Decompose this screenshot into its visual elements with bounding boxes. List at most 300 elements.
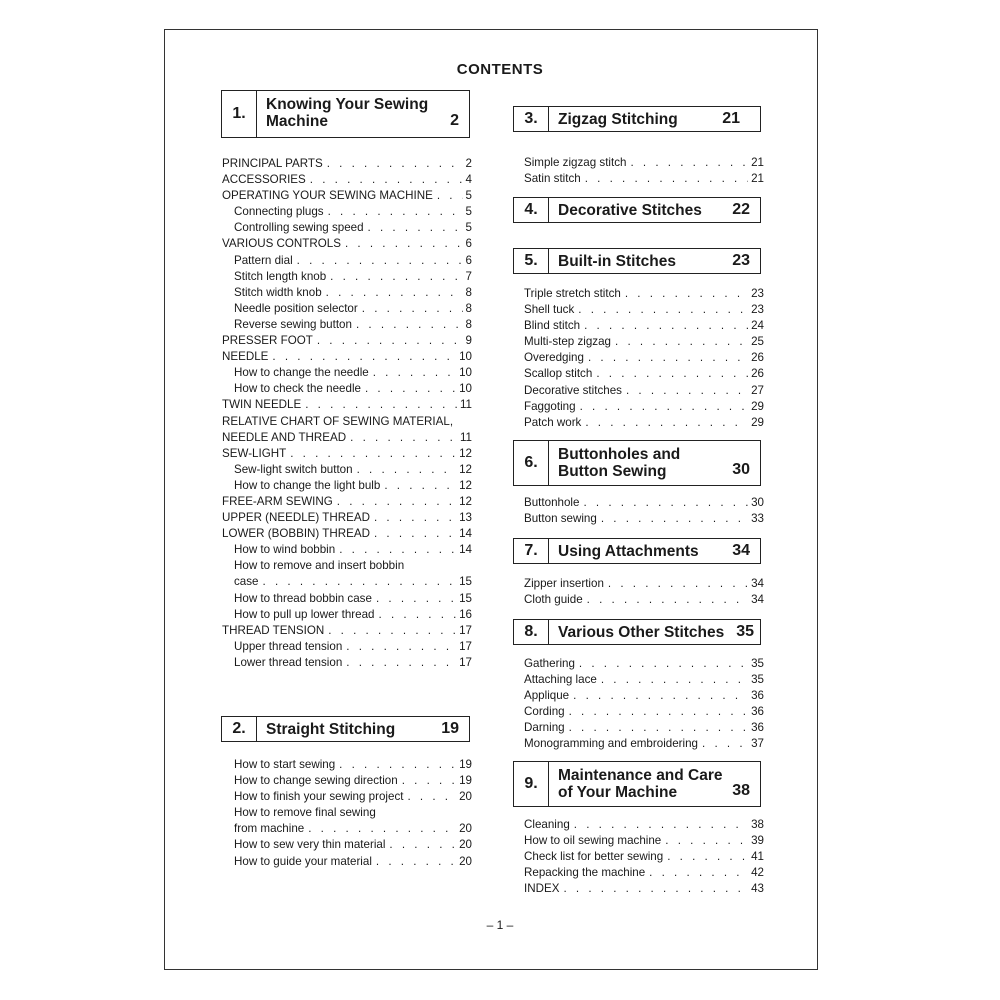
toc-entry-label: Patch work <box>524 415 582 429</box>
dot-leader <box>328 204 463 220</box>
toc-entry-page: 10 <box>459 382 472 396</box>
toc-entry[interactable] <box>234 837 472 853</box>
toc-entry-page: 20 <box>459 838 472 852</box>
dot-leader <box>588 350 748 366</box>
toc-entry-label: Stitch width knob <box>234 285 322 299</box>
toc-entry-label: Satin stitch <box>524 172 581 186</box>
toc-entry[interactable] <box>524 849 764 865</box>
dot-leader <box>305 397 457 413</box>
toc-entry-label: Sew-light switch button <box>234 462 353 476</box>
toc-entry-page: 36 <box>751 689 764 703</box>
section-8-entries <box>524 656 764 753</box>
toc-entry[interactable] <box>524 704 764 720</box>
section-page: 23 <box>732 252 750 269</box>
toc-entry-label: How to thread bobbin case <box>234 591 372 605</box>
toc-entry-page: 9 <box>465 334 472 348</box>
toc-entry[interactable] <box>234 805 472 821</box>
toc-entry-page: 8 <box>465 285 472 299</box>
toc-entry-page: 12 <box>459 494 472 508</box>
section-title: Decorative Stitches <box>558 202 702 219</box>
page-title: CONTENTS <box>456 61 544 78</box>
toc-entry-page: 42 <box>751 866 764 880</box>
dot-leader <box>407 789 456 805</box>
toc-entry-page: 20 <box>459 790 472 804</box>
toc-entry-page: 17 <box>459 623 472 637</box>
toc-entry-label: Lower thread tension <box>234 655 343 669</box>
dot-leader <box>579 656 748 672</box>
toc-entry-page: 29 <box>751 415 764 429</box>
toc-entry-label: THREAD TENSION <box>222 623 325 637</box>
toc-entry-page: 34 <box>751 577 764 590</box>
toc-entry-page: 21 <box>751 156 764 169</box>
toc-entry-label: NEEDLE AND THREAD <box>222 430 347 444</box>
toc-entry-label: TWIN NEEDLE <box>222 398 302 412</box>
dot-leader <box>563 881 748 897</box>
section-page: 21 <box>722 110 740 127</box>
toc-entry-page: 35 <box>751 657 764 670</box>
toc-entry[interactable] <box>222 430 472 446</box>
toc-entry-label: Upper thread tension <box>234 639 343 653</box>
toc-entry-page: 17 <box>459 639 472 653</box>
toc-entry-label: Decorative stitches <box>524 383 622 397</box>
toc-entry[interactable] <box>222 607 472 623</box>
toc-entry-page: 20 <box>459 822 472 836</box>
section-9-entries <box>524 817 764 897</box>
dot-leader <box>389 837 456 853</box>
section-page: 30 <box>732 461 750 478</box>
section-title: Maintenance and Care of Your Machine <box>558 767 723 801</box>
toc-entry-label: Shell tuck <box>524 303 575 317</box>
dot-leader <box>573 688 748 704</box>
toc-entry-label: How to change sewing direction <box>234 774 398 788</box>
toc-entry-label: Blind stitch <box>524 319 581 333</box>
toc-entry-label: Controlling sewing speed <box>234 221 364 235</box>
dot-leader <box>649 865 748 881</box>
toc-entry[interactable] <box>524 576 764 592</box>
toc-entry[interactable] <box>524 511 764 527</box>
toc-entry[interactable] <box>222 220 472 236</box>
toc-entry-label: RELATIVE CHART OF SEWING MATERIAL, <box>222 414 454 428</box>
dot-leader <box>308 821 456 837</box>
dot-leader <box>583 495 748 511</box>
dot-leader <box>625 286 748 302</box>
toc-entry[interactable] <box>222 574 472 590</box>
dot-leader <box>376 591 456 607</box>
toc-entry-label: How to check the needle <box>234 382 361 396</box>
dot-leader <box>327 156 463 172</box>
toc-entry[interactable] <box>222 204 472 220</box>
toc-entry[interactable] <box>222 269 472 285</box>
dot-leader <box>665 833 748 849</box>
toc-entry-label: INDEX <box>524 882 560 896</box>
toc-entry[interactable] <box>524 592 764 608</box>
toc-entry-page: 27 <box>751 383 764 397</box>
toc-entry[interactable] <box>524 334 764 350</box>
toc-entry-label: Repacking the machine <box>524 866 646 880</box>
dot-leader <box>346 655 456 671</box>
toc-entry-page: 43 <box>751 882 764 896</box>
toc-entry[interactable] <box>524 366 764 382</box>
dot-leader <box>402 773 456 789</box>
toc-entry-label: How to wind bobbin <box>234 543 336 557</box>
dot-leader <box>584 318 748 334</box>
toc-entry-label: Connecting plugs <box>234 205 324 219</box>
toc-entry-label: Simple zigzag stitch <box>524 156 627 169</box>
toc-entry-label: Zipper insertion <box>524 577 604 590</box>
section-7-header[interactable] <box>513 538 761 564</box>
dot-leader <box>328 623 456 639</box>
toc-entry-label: How to remove and insert bobbin <box>234 559 405 573</box>
dot-leader <box>569 720 748 736</box>
dot-leader <box>357 462 457 478</box>
toc-entry-page: 6 <box>465 253 472 267</box>
section-2-entries <box>234 757 472 870</box>
section-page: 19 <box>441 720 459 737</box>
toc-entry-page: 30 <box>751 496 764 509</box>
toc-entry-page: 4 <box>465 173 472 187</box>
toc-entry-label: PRESSER FOOT <box>222 334 313 348</box>
toc-entry-page: 39 <box>751 834 764 848</box>
toc-entry-page: 11 <box>459 398 472 412</box>
toc-entry-page: 41 <box>751 850 764 864</box>
dot-leader <box>362 301 463 317</box>
toc-entry[interactable] <box>524 736 764 752</box>
toc-entry-label: How to remove final sewing <box>234 806 376 820</box>
section-7-entries <box>524 576 764 608</box>
dot-leader <box>310 172 463 188</box>
toc-entry-page: 36 <box>751 705 764 719</box>
toc-entry-page: 5 <box>465 189 472 203</box>
toc-entry-label: case <box>234 575 259 589</box>
section-number: 3. <box>514 107 549 131</box>
section-title: Knowing Your Sewing Machine <box>266 96 429 130</box>
toc-entry[interactable] <box>222 478 472 494</box>
toc-entry-page: 12 <box>459 446 472 460</box>
toc-entry-label: Stitch length knob <box>234 269 327 283</box>
dot-leader <box>350 430 457 446</box>
dot-leader <box>330 269 462 285</box>
toc-entry[interactable] <box>524 302 764 318</box>
dot-leader <box>601 511 748 527</box>
toc-entry-label: How to pull up lower thread <box>234 607 375 621</box>
toc-entry-page: 10 <box>459 350 472 364</box>
toc-entry[interactable] <box>234 773 472 789</box>
toc-entry-label: Triple stretch stitch <box>524 287 621 300</box>
toc-entry[interactable] <box>222 365 472 381</box>
toc-entry-label: Button sewing <box>524 512 597 526</box>
section-title: Straight Stitching <box>266 721 396 738</box>
toc-entry[interactable] <box>234 757 472 773</box>
toc-entry-page: 2 <box>465 157 472 170</box>
toc-entry-label: Overedging <box>524 351 584 365</box>
toc-entry-page: 26 <box>751 351 764 365</box>
section-9-header[interactable] <box>513 761 761 807</box>
toc-entry-label: Faggoting <box>524 399 576 413</box>
toc-entry-page: 21 <box>751 172 764 186</box>
toc-entry[interactable] <box>524 383 764 399</box>
toc-entry[interactable] <box>524 688 764 704</box>
toc-entry-page: 15 <box>459 575 472 589</box>
dot-leader <box>368 220 463 236</box>
toc-entry-page: 15 <box>459 591 472 605</box>
toc-entry-label: How to change the light bulb <box>234 478 381 492</box>
toc-entry[interactable] <box>234 854 472 870</box>
toc-entry[interactable] <box>222 301 472 317</box>
toc-entry-label: VARIOUS CONTROLS <box>222 237 341 251</box>
section-title: Using Attachments <box>558 543 699 560</box>
dot-leader <box>326 285 463 301</box>
toc-entry[interactable] <box>222 494 472 510</box>
toc-entry-page: 12 <box>459 462 472 476</box>
toc-entry-page: 23 <box>751 303 764 317</box>
dot-leader <box>574 817 748 833</box>
section-title: Buttonholes and Button Sewing <box>558 446 681 480</box>
toc-entry[interactable] <box>524 817 764 833</box>
dot-leader <box>365 381 456 397</box>
section-number: 2. <box>222 717 257 741</box>
toc-entry[interactable] <box>222 655 472 671</box>
toc-entry[interactable] <box>222 397 472 413</box>
dot-leader <box>596 366 748 382</box>
toc-entry-page: 8 <box>465 317 472 331</box>
toc-entry[interactable] <box>524 415 764 431</box>
toc-entry-label: LOWER (BOBBIN) THREAD <box>222 527 370 541</box>
dot-leader <box>317 333 463 349</box>
toc-entry[interactable] <box>222 558 472 574</box>
toc-entry-page: 6 <box>465 237 472 251</box>
toc-entry-page: 5 <box>465 205 472 219</box>
dot-leader <box>626 383 748 399</box>
toc-entry[interactable] <box>222 381 472 397</box>
toc-entry[interactable] <box>524 155 764 171</box>
toc-entry-label: How to oil sewing machine <box>524 834 662 848</box>
section-5-entries <box>524 286 764 431</box>
toc-entry-label: Multi-step zigzag <box>524 335 611 349</box>
toc-entry[interactable] <box>222 542 472 558</box>
dot-leader <box>601 672 748 688</box>
toc-entry-page: 12 <box>459 478 472 492</box>
toc-entry[interactable] <box>234 821 472 837</box>
toc-entry[interactable] <box>222 623 472 639</box>
section-title: Zigzag Stitching <box>558 111 678 128</box>
toc-entry-label: Cleaning <box>524 818 570 831</box>
toc-entry[interactable] <box>524 171 764 187</box>
dot-leader <box>578 302 748 318</box>
toc-entry-page: 25 <box>751 335 764 349</box>
dot-leader <box>376 854 456 870</box>
toc-entry[interactable] <box>222 172 472 188</box>
dot-leader <box>339 757 456 773</box>
toc-entry-page: 5 <box>465 221 472 235</box>
dot-leader <box>290 446 456 462</box>
section-number: 6. <box>514 441 549 485</box>
section-5-header[interactable] <box>513 248 761 274</box>
toc-entry-page: 8 <box>465 301 472 315</box>
toc-entry[interactable] <box>222 349 472 365</box>
toc-entry-page: 19 <box>459 774 472 788</box>
section-page: 38 <box>732 782 750 799</box>
section-page: 2 <box>450 112 459 129</box>
toc-entry-label: ACCESSORIES <box>222 173 306 187</box>
section-number: 1. <box>222 91 257 137</box>
dot-leader <box>667 849 748 865</box>
section-4-header[interactable] <box>513 197 761 223</box>
toc-entry-page: 10 <box>459 366 472 380</box>
toc-entry-page: 38 <box>751 818 764 831</box>
toc-entry-page: 19 <box>459 758 472 771</box>
toc-entry-page: 17 <box>459 655 472 669</box>
section-number: 4. <box>514 198 549 222</box>
dot-leader <box>580 399 749 415</box>
toc-entry[interactable] <box>222 333 472 349</box>
page-number: – 1 – <box>486 918 514 932</box>
section-8-header[interactable] <box>513 619 761 645</box>
toc-entry-page: 11 <box>459 430 472 444</box>
dot-leader <box>702 736 748 752</box>
toc-entry[interactable] <box>222 446 472 462</box>
toc-entry-label: OPERATING YOUR SEWING MACHINE <box>222 189 433 203</box>
toc-entry-label: Buttonhole <box>524 496 580 509</box>
dot-leader <box>346 639 456 655</box>
toc-entry[interactable] <box>524 720 764 736</box>
section-number: 9. <box>514 762 549 806</box>
dot-leader <box>379 607 457 623</box>
toc-entry-page: 7 <box>465 269 472 283</box>
toc-entry[interactable] <box>524 865 764 881</box>
toc-entry[interactable] <box>524 318 764 334</box>
section-page: 22 <box>732 201 750 218</box>
toc-entry-label: Cloth guide <box>524 593 583 607</box>
section-3-entries <box>524 155 764 187</box>
toc-entry-label: Needle position selector <box>234 301 358 315</box>
dot-leader <box>615 334 748 350</box>
toc-entry[interactable] <box>222 285 472 301</box>
toc-entry-page: 14 <box>459 527 472 541</box>
toc-entry[interactable] <box>222 510 472 526</box>
toc-entry-label: FREE-ARM SEWING <box>222 494 333 508</box>
toc-entry[interactable] <box>222 188 472 204</box>
toc-entry-label: Darning <box>524 721 565 735</box>
toc-entry-label: from machine <box>234 822 305 836</box>
dot-leader <box>585 171 748 187</box>
toc-entry[interactable] <box>222 253 472 269</box>
toc-entry-page: 23 <box>751 287 764 300</box>
dot-leader <box>569 704 748 720</box>
toc-entry-page: 13 <box>459 511 472 525</box>
toc-entry-page: 24 <box>751 319 764 333</box>
section-1-entries <box>222 156 472 671</box>
toc-entry[interactable] <box>524 881 764 897</box>
toc-entry-page: 37 <box>751 737 764 751</box>
toc-entry-page: 20 <box>459 854 472 868</box>
toc-entry-label: NEEDLE <box>222 350 269 364</box>
dot-leader <box>356 317 463 333</box>
toc-entry[interactable] <box>222 639 472 655</box>
dot-leader <box>374 526 456 542</box>
toc-entry[interactable] <box>524 656 764 672</box>
dot-leader <box>384 478 456 494</box>
toc-entry-page: 36 <box>751 721 764 735</box>
dot-leader <box>374 510 456 526</box>
toc-entry[interactable] <box>222 526 472 542</box>
toc-entry-label: Scallop stitch <box>524 367 593 381</box>
toc-entry-label: Gathering <box>524 657 575 670</box>
toc-entry-label: UPPER (NEEDLE) THREAD <box>222 511 370 525</box>
dot-leader <box>263 574 457 590</box>
toc-entry[interactable] <box>222 462 472 478</box>
toc-entry-page: 14 <box>459 543 472 557</box>
toc-entry[interactable] <box>524 350 764 366</box>
dot-leader <box>297 253 463 269</box>
toc-entry-label: How to change the needle <box>234 366 369 380</box>
toc-entry[interactable] <box>222 236 472 252</box>
toc-entry[interactable] <box>234 789 472 805</box>
toc-entry-page: 33 <box>751 512 764 526</box>
toc-entry-label: Monogramming and embroidering <box>524 737 698 751</box>
toc-entry-label: Check list for better sewing <box>524 850 664 864</box>
toc-entry-label: Attaching lace <box>524 673 597 687</box>
toc-entry[interactable] <box>222 591 472 607</box>
toc-entry[interactable] <box>524 672 764 688</box>
toc-entry-label: How to start sewing <box>234 758 336 771</box>
toc-entry-page: 29 <box>751 399 764 413</box>
dot-leader <box>272 349 456 365</box>
toc-entry[interactable] <box>222 156 472 172</box>
toc-entry-page: 34 <box>751 593 764 607</box>
section-number: 7. <box>514 539 549 563</box>
section-page: 34 <box>732 542 750 559</box>
toc-entry[interactable] <box>524 286 764 302</box>
dot-leader <box>345 236 463 252</box>
section-number: 5. <box>514 249 549 273</box>
dot-leader <box>585 415 748 431</box>
section-6-entries <box>524 495 764 527</box>
toc-entry-label: PRINCIPAL PARTS <box>222 157 323 170</box>
section-page: 35 <box>736 623 754 640</box>
section-number: 8. <box>514 620 549 644</box>
toc-entry-label: How to guide your material <box>234 854 372 868</box>
dot-leader <box>373 365 456 381</box>
toc-entry-page: 26 <box>751 367 764 381</box>
section-title: Built-in Stitches <box>558 253 676 270</box>
toc-entry-label: Reverse sewing button <box>234 317 352 331</box>
toc-entry[interactable] <box>524 399 764 415</box>
section-1-header[interactable] <box>221 90 470 138</box>
toc-entry-page: 16 <box>459 607 472 621</box>
toc-entry-label: Pattern dial <box>234 253 293 267</box>
toc-entry-label: How to sew very thin material <box>234 838 386 852</box>
dot-leader <box>630 155 748 171</box>
section-2-header[interactable] <box>221 716 470 742</box>
toc-entry[interactable] <box>222 414 472 430</box>
toc-entry-label: How to finish your sewing project <box>234 790 404 804</box>
dot-leader <box>608 576 748 592</box>
section-6-header[interactable] <box>513 440 761 486</box>
dot-leader <box>587 592 748 608</box>
section-title: Various Other Stitches <box>558 624 725 641</box>
toc-entry-page: 35 <box>751 673 764 687</box>
dot-leader <box>337 494 456 510</box>
toc-entry-label: Cording <box>524 705 565 719</box>
toc-entry-label: Applique <box>524 689 570 703</box>
toc-entry[interactable] <box>524 833 764 849</box>
dot-leader <box>437 188 463 204</box>
toc-entry[interactable] <box>524 495 764 511</box>
dot-leader <box>339 542 456 558</box>
section-3-header[interactable] <box>513 106 761 132</box>
toc-entry[interactable] <box>222 317 472 333</box>
toc-entry-label: SEW-LIGHT <box>222 446 287 460</box>
